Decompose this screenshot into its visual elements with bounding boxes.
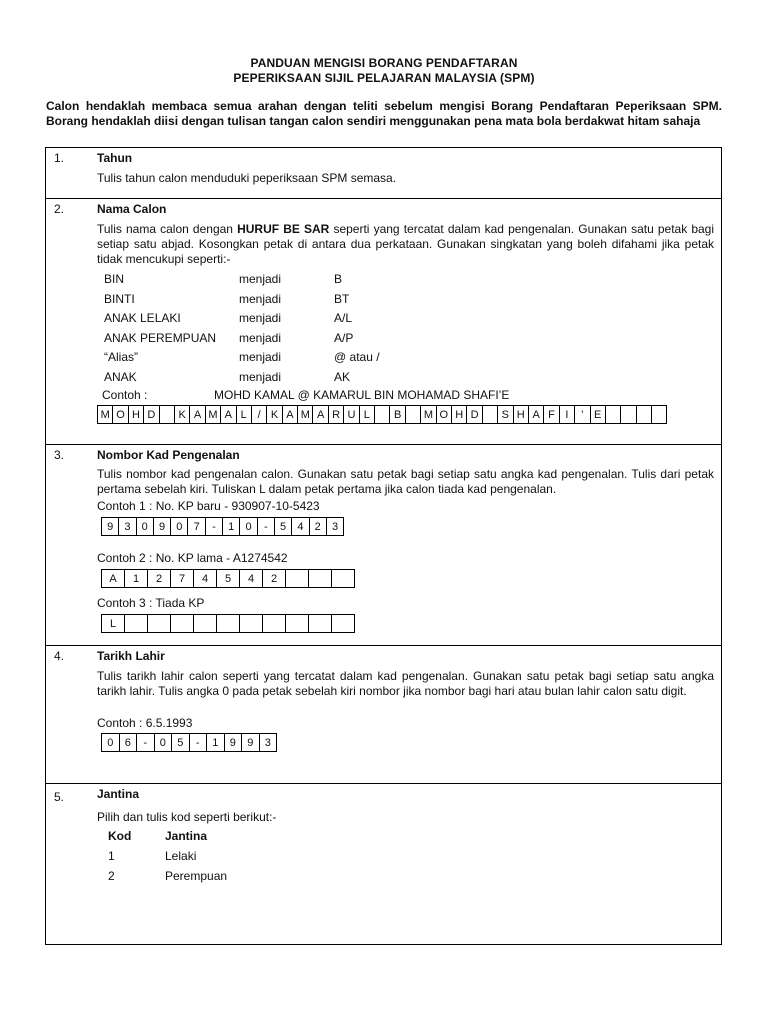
letter-box: D — [144, 405, 159, 424]
letter-box: 2 — [310, 517, 327, 536]
letter-box: A — [313, 405, 328, 424]
letter-box — [637, 405, 652, 424]
letter-box: - — [190, 733, 208, 752]
letter-box: 4 — [292, 517, 309, 536]
section-heading: Nama Calon — [97, 202, 167, 216]
section-heading: Nombor Kad Pengenalan — [97, 448, 240, 462]
section-heading: Tarikh Lahir — [97, 649, 165, 663]
jantina-value: Lelaki — [165, 849, 197, 863]
column-kod: Kod — [108, 829, 132, 843]
letter-box: K — [175, 405, 190, 424]
abbrev-short: AK — [334, 369, 351, 384]
letter-box: B — [390, 405, 405, 424]
text-part: Tulis nama calon dengan — [97, 222, 238, 236]
section-text: Pilih dan tulis kod seperti berikut:- — [97, 810, 277, 824]
ic-box-grid-3 — [101, 614, 355, 633]
section-tarikh-lahir — [45, 645, 722, 784]
abbrev-word: BIN — [104, 272, 125, 286]
letter-box — [160, 405, 175, 424]
section-text: Tulis nombor kad pengenalan calon. Gunakan satu petak bagi setiap satu angka kad pengenalan. Tulis dari petak pertama sebelah kiri. Tuliskan L dalam petak pertama jika calon tiada kad pengenalan. — [97, 467, 714, 496]
ic-box-grid-1 — [101, 517, 344, 536]
section-number: 1. — [54, 151, 65, 165]
text-bold: HURUF BE SAR — [237, 222, 330, 236]
letter-box — [286, 569, 309, 588]
abbrev-verb: menjadi — [239, 291, 282, 306]
letter-box: M — [206, 405, 221, 424]
abbrev-verb: menjadi — [239, 369, 282, 384]
dob-box-grid — [101, 733, 277, 752]
letter-box — [240, 614, 263, 633]
section-text: Tulis tarikh lahir calon seperti yang tercatat dalam kad pengenalan. Gunakan satu petak bagi setiap satu angka tarikh lahir. Tulis angka 0 pada petak sebelah kiri nombor jika nombor bagi hari atau bulan lahir calon satu digit. — [97, 669, 714, 698]
abbrev-short: A/P — [334, 330, 354, 345]
letter-box: 9 — [242, 733, 260, 752]
form-title-line1: PANDUAN MENGISI BORANG PENDAFTARAN — [250, 56, 518, 70]
letter-box: U — [344, 405, 359, 424]
letter-box: M — [421, 405, 436, 424]
letter-box: 9 — [154, 517, 171, 536]
letter-box: 4 — [240, 569, 263, 588]
letter-box: ’ — [575, 405, 590, 424]
letter-box: I — [560, 405, 575, 424]
abbrev-verb: menjadi — [239, 311, 282, 325]
letter-box: A — [221, 405, 236, 424]
section-text: Tulis tahun calon menduduki peperiksaan SPM semasa. — [97, 171, 397, 185]
letter-box: 7 — [188, 517, 205, 536]
column-jantina: Jantina — [165, 829, 208, 843]
letter-box: 9 — [102, 517, 119, 536]
letter-box: 9 — [225, 733, 243, 752]
letter-box — [217, 614, 240, 633]
example-1-label: Contoh 1 : No. KP baru - 930907-10-5423 — [97, 499, 320, 513]
letter-box: 1 — [207, 733, 225, 752]
letter-box: 2 — [148, 569, 171, 588]
letter-box — [332, 569, 355, 588]
letter-box: A — [190, 405, 205, 424]
letter-box: L — [102, 614, 125, 633]
section-heading: Jantina — [97, 787, 140, 801]
letter-box: 2 — [263, 569, 286, 588]
letter-box: 3 — [327, 517, 344, 536]
abbrev-verb: menjadi — [239, 350, 282, 364]
letter-box: F — [544, 405, 559, 424]
letter-box: R — [329, 405, 344, 424]
letter-box: M — [98, 405, 113, 424]
letter-box: H — [452, 405, 467, 424]
letter-box: H — [514, 405, 529, 424]
letter-box — [125, 614, 148, 633]
letter-box — [375, 405, 390, 424]
letter-box — [194, 614, 217, 633]
letter-box: 3 — [119, 517, 136, 536]
section-jantina — [45, 783, 722, 945]
letter-box — [148, 614, 171, 633]
abbrev-verb: menjadi — [239, 330, 282, 345]
form-title-line2: PEPERIKSAAN SIJIL PELAJARAN MALAYSIA (SPM) — [233, 71, 535, 85]
letter-box: 5 — [217, 569, 240, 588]
letter-box: H — [129, 405, 144, 424]
letter-box: - — [137, 733, 155, 752]
abbrev-word: BINTI — [104, 291, 135, 306]
letter-box — [309, 569, 332, 588]
letter-box — [309, 614, 332, 633]
abbrev-word: ANAK LELAKI — [104, 311, 181, 325]
abbrev-word: ANAK — [104, 369, 137, 384]
intro-instructions: Calon hendaklah membaca semua arahan dengan teliti sebelum mengisi Borang Pendaftaran Peperiksaan SPM. Borang hendaklah diisi dengan tulisan tangan calon sendiri menggunakan pena mata bola berdakwat hitam sahaja — [46, 99, 722, 128]
text-part: seperti yang tercatat dalam kad pengenalan. Gunakan satu petak bagi setiap satu abjad. Kosongkan petak di antara dua perkataan. Gunakan singkatan yang boleh difahami jika petak tidak mencukupi seperti:- — [97, 222, 715, 266]
example-label: Contoh : — [102, 388, 148, 402]
example-label: Contoh : 6.5.1993 — [97, 716, 193, 730]
letter-box: / — [252, 405, 267, 424]
abbrev-word: ANAK PEREMPUAN — [104, 330, 217, 345]
letter-box — [286, 614, 309, 633]
abbrev-short: A/L — [334, 311, 353, 325]
letter-box: 1 — [125, 569, 148, 588]
letter-box: 1 — [223, 517, 240, 536]
letter-box: L — [237, 405, 252, 424]
abbrev-word: “Alias” — [104, 350, 139, 364]
letter-box: S — [498, 405, 513, 424]
letter-box: K — [267, 405, 282, 424]
letter-box — [652, 405, 667, 424]
letter-box — [483, 405, 498, 424]
letter-box — [332, 614, 355, 633]
letter-box: A — [529, 405, 544, 424]
section-nama-calon — [45, 198, 722, 445]
letter-box: 7 — [171, 569, 194, 588]
section-number: 5. — [54, 790, 65, 804]
letter-box: 3 — [260, 733, 278, 752]
letter-box: A — [102, 569, 125, 588]
letter-box — [263, 614, 286, 633]
letter-box: 0 — [102, 733, 120, 752]
letter-box: O — [437, 405, 452, 424]
letter-box: E — [591, 405, 606, 424]
letter-box — [621, 405, 636, 424]
letter-box: M — [298, 405, 313, 424]
section-number: 2. — [54, 202, 65, 216]
letter-box: 6 — [120, 733, 138, 752]
kod-value: 1 — [108, 849, 115, 863]
letter-box: L — [360, 405, 375, 424]
letter-box: 4 — [194, 569, 217, 588]
letter-box: - — [206, 517, 223, 536]
section-text — [97, 222, 714, 267]
letter-box: 5 — [275, 517, 292, 536]
section-heading: Tahun — [97, 151, 133, 165]
jantina-value: Perempuan — [165, 869, 228, 883]
abbrev-verb: menjadi — [239, 272, 282, 286]
letter-box: 0 — [171, 517, 188, 536]
letter-box — [606, 405, 621, 424]
ic-box-grid-2 — [101, 569, 355, 588]
letter-box — [406, 405, 421, 424]
section-number: 4. — [54, 649, 65, 663]
abbrev-short: B — [334, 272, 343, 286]
letter-box — [171, 614, 194, 633]
abbrev-short: BT — [334, 291, 350, 306]
letter-box: 0 — [137, 517, 154, 536]
letter-box: 0 — [240, 517, 257, 536]
kod-value: 2 — [108, 869, 115, 883]
section-number: 3. — [54, 448, 65, 462]
section-nombor-kad-pengenalan — [45, 444, 722, 646]
example-3-label: Contoh 3 : Tiada KP — [97, 596, 205, 610]
example-value: MOHD KAMAL @ KAMARUL BIN MOHAMAD SHAFI’E — [214, 388, 510, 402]
section-tahun — [45, 147, 722, 199]
letter-box: A — [283, 405, 298, 424]
name-box-grid — [97, 405, 667, 424]
letter-box: 0 — [155, 733, 173, 752]
example-2-label: Contoh 2 : No. KP lama - A1274542 — [97, 551, 288, 565]
letter-box: - — [258, 517, 275, 536]
letter-box: D — [467, 405, 482, 424]
abbrev-short: @ atau / — [334, 350, 380, 364]
letter-box: O — [113, 405, 128, 424]
letter-box: 5 — [172, 733, 190, 752]
